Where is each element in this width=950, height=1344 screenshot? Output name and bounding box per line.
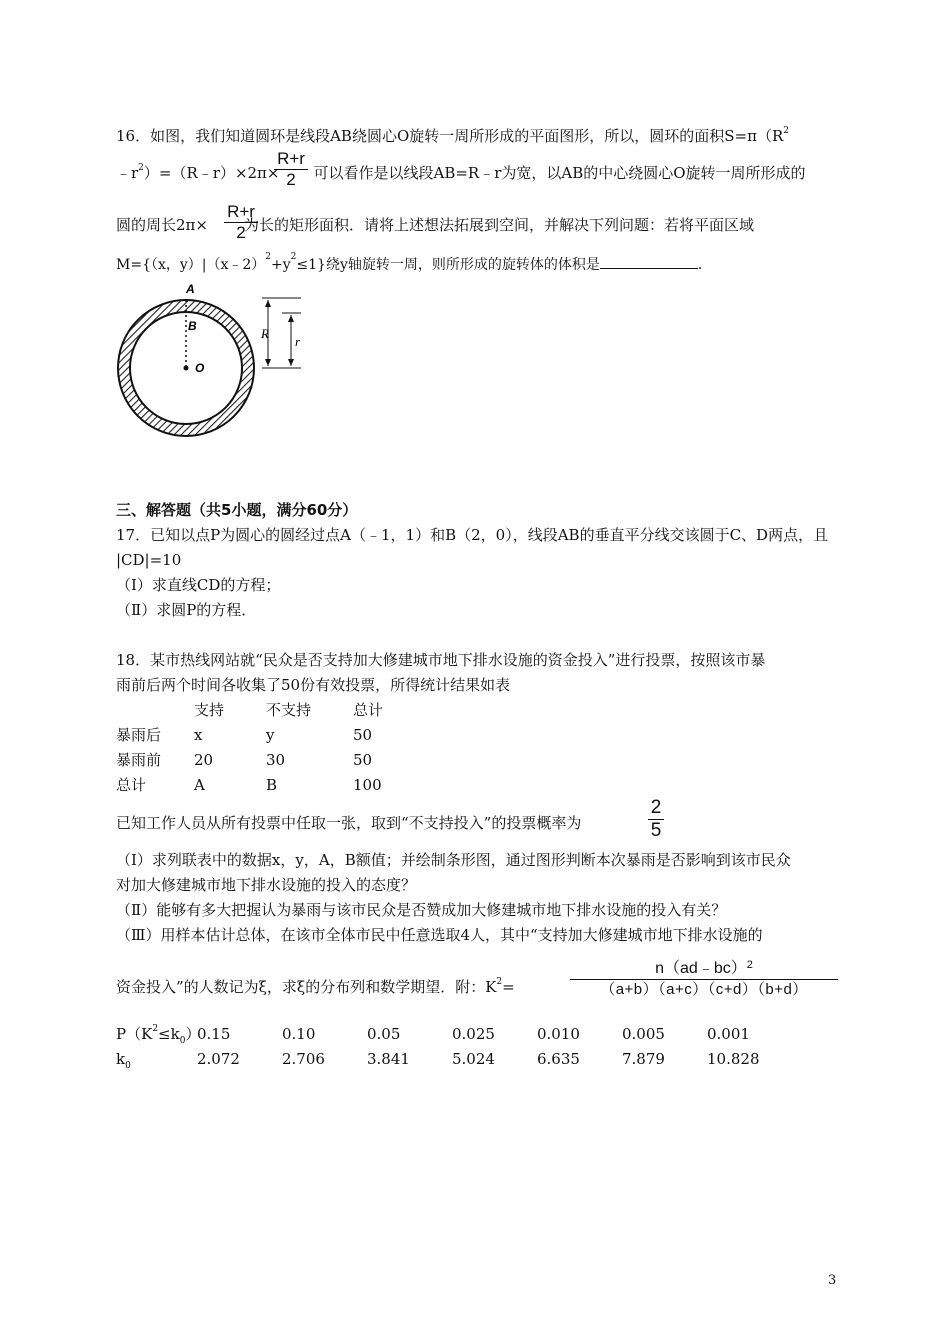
table-header: 总计: [353, 701, 384, 719]
q18-line1: 18．某市热线网站就“民众是否支持加大修建城市地下排水设施的资金投入”进行投票，按照该市暴: [116, 651, 766, 669]
answer-blank[interactable]: [600, 252, 698, 269]
table-row-label: 总计: [116, 776, 147, 794]
dim-R-arrow-up: [265, 300, 271, 307]
table-row-label: 暴雨后: [116, 726, 162, 744]
q18-part1-a: （Ⅰ）求列联表中的数据x，y，A，B额值；并绘制条形图，通过图形判断本次暴雨是否影响到该市民众: [116, 851, 791, 869]
ref-cell: 10.828: [707, 1050, 760, 1068]
q17-line1: 17．已知以点P为圆心的圆经过点A（﹣1，1）和B（2，0），线段AB的垂直平分线交该圆于C、D两点，且: [116, 526, 829, 544]
q17-part1: （Ⅰ）求直线CD的方程；: [116, 576, 281, 594]
ref-cell: 5.024: [452, 1050, 495, 1068]
prob-fraction: 2 5: [648, 798, 664, 841]
q16-line3: 圆的周长2π× 为长的矩形面积．请将上述想法拓展到空间，并解决下列问题：若将平面区域: [116, 216, 754, 234]
ref-cell: 0.10: [282, 1025, 316, 1043]
table-row-label: 暴雨前: [116, 751, 162, 769]
ref-cell: 7.879: [622, 1050, 665, 1068]
ref-cell: 0.001: [707, 1025, 750, 1043]
label-O: O: [195, 361, 205, 375]
label-A: A: [186, 282, 195, 296]
q16-line2: $﹣r^2)=(R﹣r)\times 2\pi\times$ 可以看作是以线段AB=R﹣r为宽，以AB的中心绕圆心O旋转一周所形成的: [116, 163, 806, 182]
ref-cell: 3.841: [367, 1050, 410, 1068]
center-point: [184, 366, 189, 371]
dim-r-arrow-up: [288, 315, 294, 322]
q18-part3-b: 资金投入”的人数记为ξ，求ξ的分布列和数学期望．附：$K^2=$: [116, 977, 515, 996]
q16-fraction-2: R+r 2: [224, 203, 258, 242]
ref-cell: 0.005: [622, 1025, 665, 1043]
q16-line4: M={（x，$y)|(x﹣2)^2+y^2\le 1$}绕y轴旋转一周，则所形成的旋转体的体积是 ．: [116, 252, 712, 273]
table-header: 支持: [194, 701, 225, 719]
ref-cell: 0.025: [452, 1025, 495, 1043]
label-R: R: [261, 326, 269, 341]
q18-part1-b: 对加大修建城市地下排水设施的投入的态度？: [116, 876, 417, 894]
dim-r-arrow-down: [288, 359, 294, 366]
annulus-figure: [116, 280, 316, 455]
dim-R-arrow-down: [265, 359, 271, 366]
ref-cell: 0.15: [197, 1025, 231, 1043]
table-cell: 100: [353, 776, 382, 794]
ref-row-label: $k_0$: [116, 1050, 131, 1071]
label-B: B: [188, 319, 197, 333]
label-r: r: [295, 334, 301, 349]
table-cell: A: [194, 776, 205, 794]
q16-fraction-1: R+r 2: [274, 150, 308, 189]
ref-cell: 0.010: [537, 1025, 580, 1043]
ref-cell: 2.706: [282, 1050, 325, 1068]
q18-line2: 雨前后两个时间各收集了50份有效投票，所得统计结果如表: [116, 676, 511, 694]
table-cell: 50: [353, 751, 373, 769]
q18-part2: （Ⅱ）能够有多大把握认为暴雨与该市民众是否赞成加大修建城市地下排水设施的投入有关？: [116, 901, 727, 919]
section-title: 三、解答题（共5小题，满分60分）: [116, 501, 358, 519]
q17-line2: |CD|=10: [116, 551, 182, 569]
ref-cell: 6.635: [537, 1050, 580, 1068]
ref-cell: 0.05: [367, 1025, 401, 1043]
q18-prob-line: 已知工作人员从所有投票中任取一张，取到“不支持投入”的投票概率为: [116, 814, 582, 832]
ref-row-label: $P(K^2\le k_0)$: [116, 1024, 201, 1046]
table-header: 不支持: [266, 701, 312, 719]
table-cell: x: [194, 726, 203, 744]
q18-part3-a: （Ⅲ）用样本估计总体，在该市全体市民中任意选取4人，其中“支持加大修建城市地下排水设施的: [116, 926, 763, 944]
q17-part2: （Ⅱ）求圆P的方程．: [116, 601, 257, 619]
ref-cell: 2.072: [197, 1050, 240, 1068]
page-number: 3: [828, 1273, 837, 1288]
table-cell: 20: [194, 751, 214, 769]
table-cell: 30: [266, 751, 286, 769]
table-cell: B: [266, 776, 278, 794]
table-cell: y: [266, 726, 275, 744]
table-cell: 50: [353, 726, 373, 744]
k2-formula: n（ad﹣bc）$^2$ （a+b）（a+c）（c+d）（b+d）: [570, 960, 838, 999]
q16-line1: 16．如图，我们知道圆环是线段AB绕圆心O旋转一周所形成的平面图形，所以，圆环的面积$S=\pi(R^2$: [116, 126, 789, 145]
